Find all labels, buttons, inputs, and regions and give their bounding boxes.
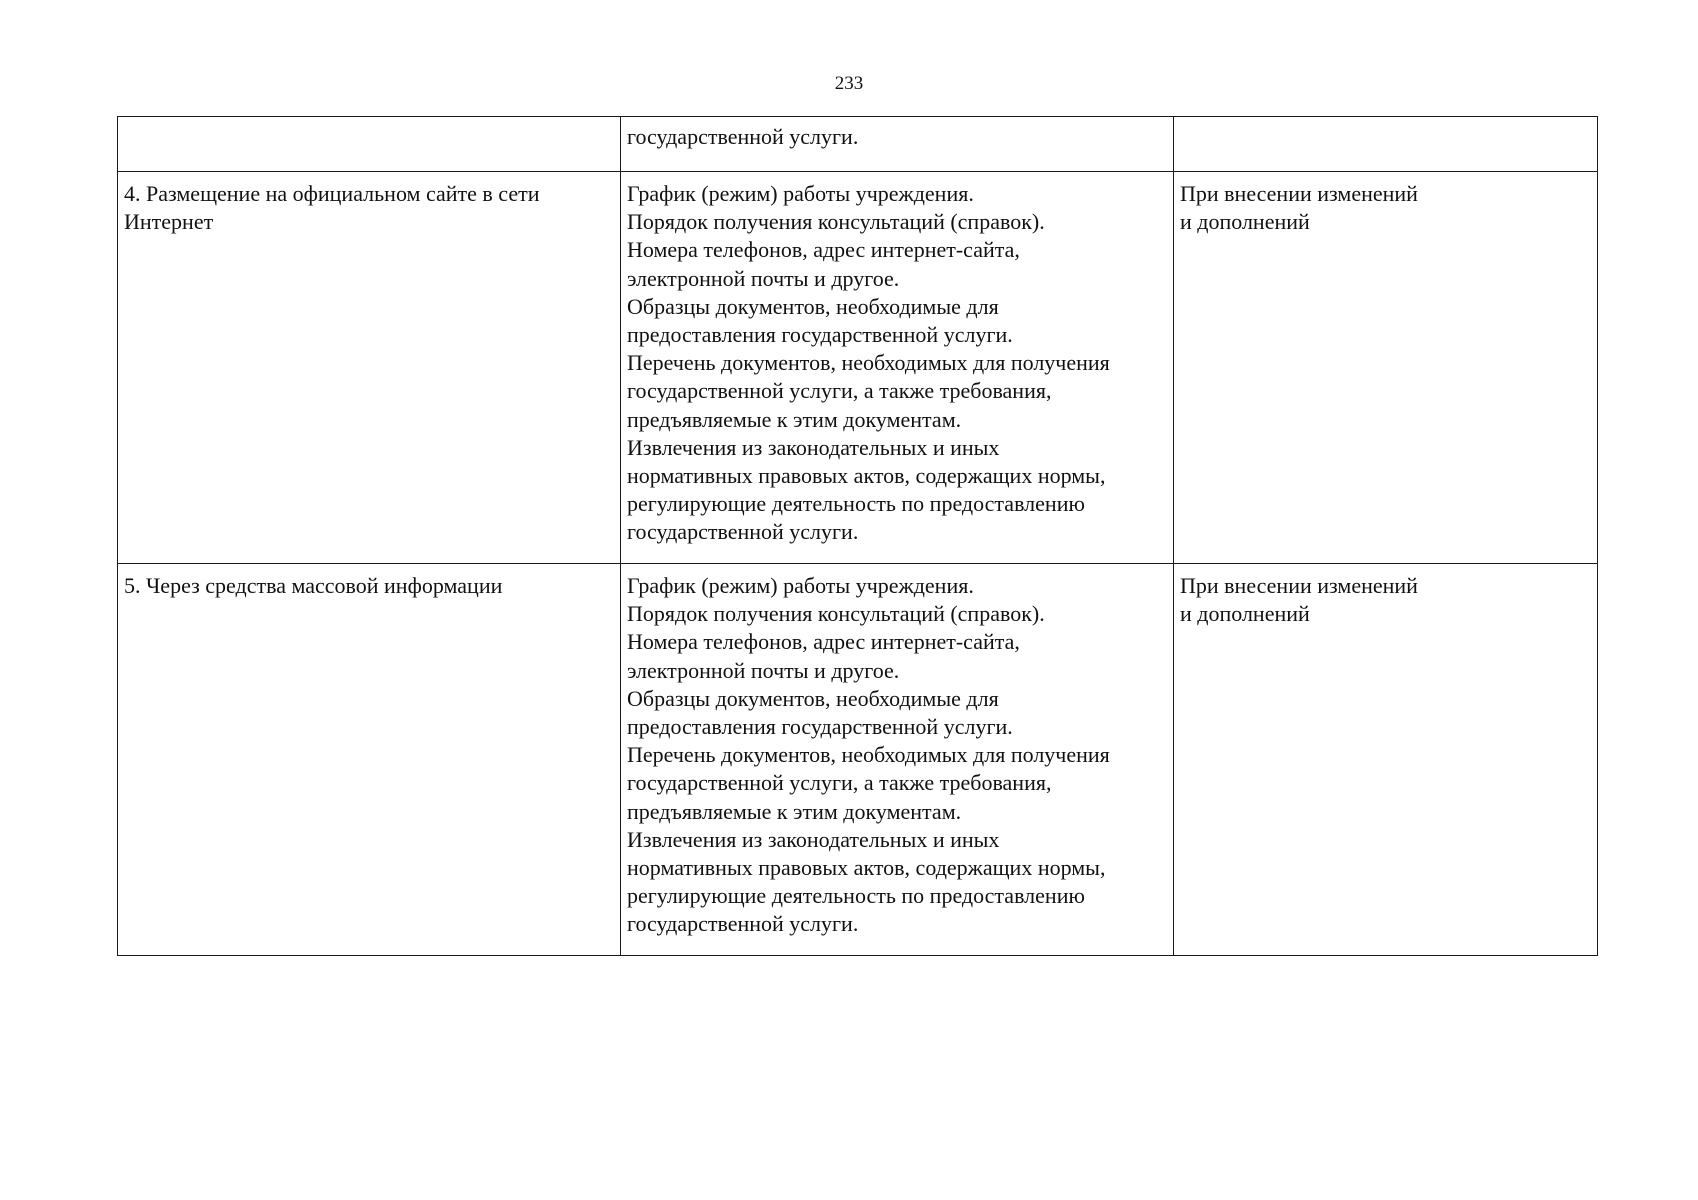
table-row	[118, 564, 1598, 956]
table-cell-content: График (режим) работы учреждения. Порядок получения консультаций (справок). Номера телефонов, адрес интернет-сайта, электронной почты и другое. Образцы документов, необходимые для предоставления государственной услуги. Перечень документов, необходимых для получения государственной услуги, а также требования, предъявляемые к этим документам. Извлечения из законодательных и иных нормативных правовых актов, содержащих нормы, регулирующие деятельность по предоставлению государственной услуги.	[621, 564, 1174, 956]
table-cell-frequency: При внесении изменений и дополнений	[1174, 564, 1598, 956]
table-cell-method: 5. Через средства массовой информации	[118, 564, 621, 956]
table-cell-frequency	[1174, 117, 1598, 172]
page-number: 233	[834, 73, 864, 94]
table-row	[118, 117, 1598, 172]
table-cell-frequency: При внесении изменений и дополнений	[1174, 172, 1598, 564]
information-table	[117, 116, 1598, 956]
table-cell-content: государственной услуги.	[621, 117, 1174, 172]
table-cell-content: График (режим) работы учреждения. Порядок получения консультаций (справок). Номера телефонов, адрес интернет-сайта, электронной почты и другое. Образцы документов, необходимые для предоставления государственной услуги. Перечень документов, необходимых для получения государственной услуги, а также требования, предъявляемые к этим документам. Извлечения из законодательных и иных нормативных правовых актов, содержащих нормы, регулирующие деятельность по предоставлению государственной услуги.	[621, 172, 1174, 564]
table-cell-method	[118, 117, 621, 172]
table-cell-method: 4. Размещение на официальном сайте в сети Интернет	[118, 172, 621, 564]
table-row	[118, 172, 1598, 564]
